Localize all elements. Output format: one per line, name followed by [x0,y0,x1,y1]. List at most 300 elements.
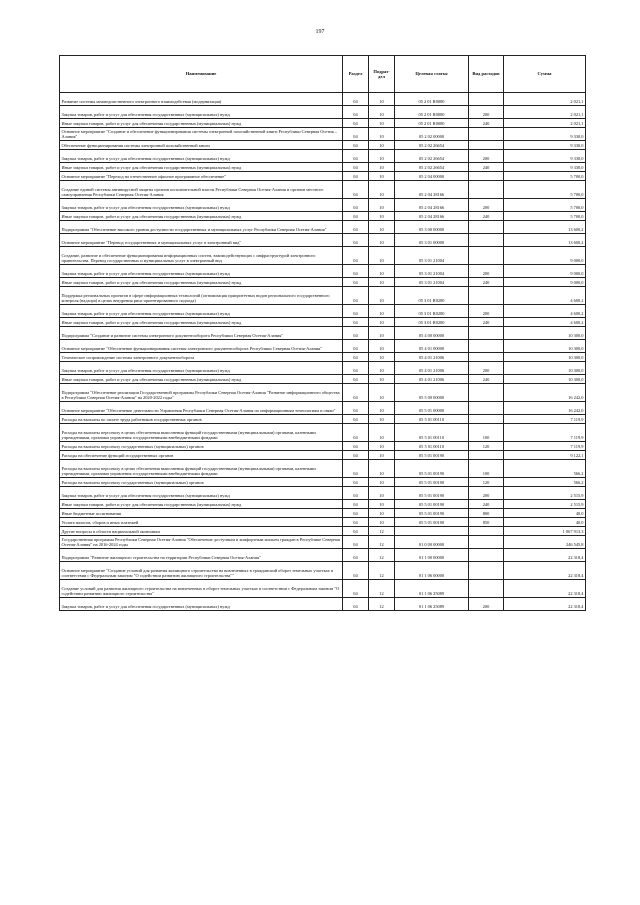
cell-section: 04 [343,562,369,580]
table-row [60,598,586,611]
cell-amount: 22 318,4 [504,580,586,598]
cell-name: Развитие системы межведомственного электронного взаимодействия (модернизация) [60,93,343,106]
cell-target: 01 1 06 00000 [395,562,469,580]
cell-name: Основное мероприятие "Обеспечение функционирования системы электронного документооборота Республики Северная Осетия-Алания" [60,340,343,353]
table-row [60,580,586,598]
cell-subsection: 10 [369,487,395,500]
cell-section: 04 [343,181,369,199]
cell-target: 05 2 01 R0080 [395,119,469,128]
cell-expense-type: 800 [469,509,504,518]
cell-expense-type [469,536,504,549]
table-row [60,278,586,287]
cell-subsection: 10 [369,518,395,527]
cell-amount: 9 000,0 [504,265,586,278]
table-row [60,353,586,362]
cell-subsection: 10 [369,181,395,199]
cell-section: 04 [343,106,369,119]
cell-amount: 7 119,9 [504,415,586,424]
cell-subsection: 10 [369,318,395,327]
cell-amount: 9 330,0 [504,128,586,141]
table-row [60,549,586,562]
cell-name: Закупка товаров, работ и услуг для обеспечения государственных (муниципальных) нужд [60,150,343,163]
cell-section: 04 [343,402,369,415]
cell-name: Иные закупки товаров, работ и услуг для обеспечения государственных (муниципальных) нужд [60,500,343,509]
header-subsection: Подраз-дел [369,56,395,93]
cell-target: 05 4 01 21006 [395,353,469,362]
cell-expense-type [469,327,504,340]
cell-section: 04 [343,451,369,460]
cell-target: 05 3 01 R0280 [395,287,469,305]
cell-target: 01 1 06 25089 [395,580,469,598]
cell-target: 05 2 04 00000 [395,172,469,181]
cell-section: 04 [343,384,369,402]
cell-name: Основное мероприятие "Создание и обеспечение функционирования системы электронной похозяйственной книги Республики Северная Осетия – Алания" [60,128,343,141]
cell-target: 05 5 01 00110 [395,424,469,442]
cell-expense-type: 120 [469,478,504,487]
cell-section: 04 [343,362,369,375]
cell-amount: 246 545,8 [504,536,586,549]
cell-amount: 566,2 [504,460,586,478]
cell-expense-type: 240 [469,500,504,509]
cell-expense-type [469,247,504,265]
cell-subsection: 10 [369,106,395,119]
cell-target: 05 2 04 28166 [395,212,469,221]
cell-target: 05 4 00 00000 [395,327,469,340]
cell-subsection: 10 [369,119,395,128]
cell-target: 05 3 01 R0280 [395,305,469,318]
table-row [60,199,586,212]
cell-target: 05 2 02 00000 [395,128,469,141]
cell-name: Подпрограмма "Развитие жилищного строительства на территории Республики Северная Осетия-Алания" [60,549,343,562]
cell-target: 05 5 01 00190 [395,451,469,460]
cell-subsection: 10 [369,128,395,141]
cell-amount: 5 700,0 [504,172,586,181]
table-row [60,442,586,451]
table-row [60,509,586,518]
cell-expense-type: 200 [469,150,504,163]
cell-name: Закупка товаров, работ и услуг для обеспечения государственных (муниципальных) нужд [60,199,343,212]
cell-subsection: 10 [369,509,395,518]
cell-target: 05 2 01 R0080 [395,93,469,106]
cell-expense-type: 200 [469,305,504,318]
cell-name: Закупка товаров, работ и услуг для обеспечения государственных (муниципальных) нужд [60,305,343,318]
cell-name: Иные закупки товаров, работ и услуг для обеспечения государственных (муниципальных) нужд [60,119,343,128]
table-row [60,119,586,128]
cell-section: 04 [343,278,369,287]
table-row [60,106,586,119]
cell-amount: 566,2 [504,478,586,487]
cell-amount: 2 515,9 [504,487,586,500]
cell-amount: 22 318,4 [504,598,586,611]
header-section: Раздел [343,56,369,93]
cell-subsection: 10 [369,247,395,265]
cell-section: 04 [343,536,369,549]
cell-subsection: 10 [369,327,395,340]
cell-subsection: 10 [369,221,395,234]
table-row [60,362,586,375]
cell-amount: 13 600,2 [504,234,586,247]
cell-target: 05 3 01 21004 [395,278,469,287]
table-row [60,305,586,318]
cell-subsection: 10 [369,172,395,181]
cell-section: 04 [343,150,369,163]
cell-target: 05 5 01 00110 [395,442,469,451]
cell-target: 05 5 01 00190 [395,509,469,518]
page-number: 197 [315,29,325,35]
cell-expense-type [469,580,504,598]
cell-amount: 4 600,2 [504,305,586,318]
table-row [60,247,586,265]
cell-section: 04 [343,93,369,106]
table-row [60,287,586,305]
cell-amount: 10 300,0 [504,375,586,384]
table-row [60,340,586,353]
cell-name: Расходы на выплаты персоналу государственных (муниципальных) органов [60,442,343,451]
cell-subsection: 12 [369,536,395,549]
header-target: Целевая статья [395,56,469,93]
cell-section: 04 [343,119,369,128]
cell-subsection: 10 [369,442,395,451]
cell-expense-type [469,549,504,562]
cell-name: Обеспечение функционирования системы электронной похозяйственной книги [60,141,343,150]
table-row [60,415,586,424]
cell-target: 05 3 00 00000 [395,221,469,234]
cell-subsection: 10 [369,141,395,150]
cell-name: Иные закупки товаров, работ и услуг для обеспечения государственных (муниципальных) нужд [60,212,343,221]
cell-section: 04 [343,353,369,362]
cell-section: 04 [343,509,369,518]
cell-name: Другие вопросы в области национальной экономики [60,527,343,536]
cell-amount: 9 000,0 [504,278,586,287]
cell-subsection: 10 [369,384,395,402]
cell-name: Подпрограмма "Создание и развитие системы электронного документооборота Республики Северная Осетия-Алания" [60,327,343,340]
cell-name: Создание условий для развития жилищного строительства на вовлеченных в оборот земельных участках в соответствии с Федеральным законом "О содействии развитию жилищного строительства" [60,580,343,598]
cell-amount: 16 242,0 [504,384,586,402]
cell-target: 01 0 00 00000 [395,536,469,549]
cell-section: 04 [343,598,369,611]
cell-subsection: 10 [369,265,395,278]
cell-expense-type [469,340,504,353]
cell-subsection: 10 [369,278,395,287]
cell-section: 04 [343,580,369,598]
cell-name: Подпрограмма "Обеспечение высокого уровня доступности государственных и муниципальных услуг Республики Северная Осетия-Алания" [60,221,343,234]
cell-amount: 40,0 [504,509,586,518]
cell-expense-type [469,234,504,247]
cell-expense-type [469,384,504,402]
cell-section: 04 [343,327,369,340]
cell-subsection: 10 [369,402,395,415]
header-amount: Сумма [504,56,586,93]
cell-target: 01 1 00 00000 [395,549,469,562]
cell-target: 05 3 01 00000 [395,234,469,247]
cell-amount: 2 021,1 [504,119,586,128]
cell-subsection: 10 [369,287,395,305]
table-row [60,93,586,106]
cell-expense-type [469,128,504,141]
cell-name: Основное мероприятие "Создание условий для развития жилищного строительства на вовлеченных в гражданский оборот земельных участках в соответствии с Федеральным законом "О содействии развитию жилищного строительства"" [60,562,343,580]
cell-subsection: 10 [369,353,395,362]
table-row [60,527,586,536]
cell-subsection: 10 [369,451,395,460]
cell-subsection: 10 [369,500,395,509]
cell-expense-type: 240 [469,163,504,172]
cell-name: Основное мероприятие "Обеспечение деятельности Управления Республики Северная Осетия-Алания по информационным технологиям и связи" [60,402,343,415]
cell-subsection: 10 [369,362,395,375]
cell-target: 05 4 01 21006 [395,375,469,384]
cell-name: Техническое сопровождение системы электронного документооборота [60,353,343,362]
table-row [60,536,586,549]
cell-name: Государственная программа Республики Северная Осетия-Алания "Обеспечение доступным и комфортным жильем граждан в Республике Северная Осетия-Алания" на 2016-2024 годы [60,536,343,549]
cell-amount: 9 000,0 [504,247,586,265]
cell-target: 05 5 01 00190 [395,460,469,478]
cell-subsection: 10 [369,305,395,318]
table-row [60,487,586,500]
cell-subsection: 10 [369,93,395,106]
cell-expense-type: 200 [469,265,504,278]
cell-expense-type: 120 [469,442,504,451]
cell-target: 05 5 01 00190 [395,478,469,487]
cell-name: Иные закупки товаров, работ и услуг для обеспечения государственных (муниципальных) нужд [60,375,343,384]
cell-section: 04 [343,375,369,384]
cell-name: Поддержка региональных проектов в сфере информационных технологий (оптимизация приоритетных видов регионального государственного контроля (надзора) в целях внедрения риск-ориентированного подхода) [60,287,343,305]
cell-expense-type: 240 [469,119,504,128]
cell-section: 04 [343,487,369,500]
cell-section: 04 [343,247,369,265]
table-row [60,265,586,278]
cell-expense-type [469,221,504,234]
cell-section: 04 [343,305,369,318]
cell-target: 05 5 01 00190 [395,487,469,500]
cell-target: 05 3 01 R0280 [395,318,469,327]
cell-expense-type [469,181,504,199]
table-row [60,141,586,150]
cell-subsection: 12 [369,527,395,536]
cell-name: Основное мероприятие "Переход на отечественное офисное программное обеспечение" [60,172,343,181]
cell-section: 04 [343,287,369,305]
table-row [60,212,586,221]
cell-name: Расходы на выплаты по оплате труда работников государственных органов [60,415,343,424]
cell-expense-type: 200 [469,106,504,119]
table-row [60,384,586,402]
cell-amount: 10 300,0 [504,327,586,340]
cell-expense-type: 200 [469,598,504,611]
cell-section: 04 [343,500,369,509]
table-row [60,234,586,247]
cell-expense-type [469,527,504,536]
cell-subsection: 10 [369,424,395,442]
cell-name: Иные закупки товаров, работ и услуг для обеспечения государственных (муниципальных) нужд [60,318,343,327]
cell-name: Расходы на выплаты персоналу в целях обеспечения выполнения функций государственными (муниципальными) органами, казенными учреждениями, органами управления государственными внебюджетными фондами [60,424,343,442]
cell-name: Уплата налогов, сборов и иных платежей [60,518,343,527]
cell-amount: 1 067 913,3 [504,527,586,536]
cell-amount: 10 300,0 [504,353,586,362]
cell-expense-type [469,172,504,181]
cell-amount: 7 119,9 [504,424,586,442]
cell-section: 04 [343,518,369,527]
cell-target: 05 5 01 00110 [395,415,469,424]
cell-section: 04 [343,460,369,478]
cell-amount: 9 330,0 [504,141,586,150]
cell-name: Закупка товаров, работ и услуг для обеспечения государственных (муниципальных) нужд [60,106,343,119]
cell-amount: 22 318,4 [504,549,586,562]
cell-expense-type: 200 [469,487,504,500]
table-row [60,172,586,181]
cell-section: 04 [343,128,369,141]
cell-name: Закупка товаров, работ и услуг для обеспечения государственных (муниципальных) нужд [60,362,343,375]
cell-expense-type [469,141,504,150]
cell-name: Иные закупки товаров, работ и услуг для обеспечения государственных (муниципальных) нужд [60,278,343,287]
cell-amount: 2 515,9 [504,500,586,509]
budget-table [59,55,586,611]
cell-name: Расходы на выплаты персоналу в целях обеспечения выполнения функций государственными (муниципальными) органами, казенными учреждениями, органами управления государственными внебюджетными фондами [60,460,343,478]
table-row [60,478,586,487]
cell-subsection: 10 [369,340,395,353]
cell-target: 05 5 01 00190 [395,518,469,527]
cell-target: 05 5 01 00000 [395,402,469,415]
cell-name: Создание единой системы антивирусной защиты органов исполнительной власти Республики Северная Осетия-Алания и органов местного самоуправления Республики Северная Осетия-Алания [60,181,343,199]
cell-section: 04 [343,212,369,221]
cell-target: 05 3 01 21004 [395,247,469,265]
cell-section: 04 [343,549,369,562]
cell-name: Подпрограмма "Обеспечение реализации Государственной программы Республики Северная Осетия-Алания "Развитие информационного общества в Республике Северная Осетия-Алания" на 2020-2022 годы" [60,384,343,402]
cell-expense-type [469,562,504,580]
cell-target: 05 4 01 00000 [395,340,469,353]
cell-amount: 7 119,9 [504,442,586,451]
cell-subsection: 10 [369,199,395,212]
cell-name: Расходы на выплаты персоналу государственных (муниципальных) органов [60,478,343,487]
cell-target: 05 2 02 26654 [395,150,469,163]
cell-subsection: 12 [369,549,395,562]
cell-subsection: 12 [369,580,395,598]
cell-name: Иные бюджетные ассигнования [60,509,343,518]
cell-section: 04 [343,141,369,150]
cell-target: 05 5 00 00000 [395,384,469,402]
cell-expense-type: 100 [469,460,504,478]
table-row [60,460,586,478]
cell-amount: 2 021,1 [504,93,586,106]
cell-target: 05 2 02 26654 [395,163,469,172]
cell-subsection: 10 [369,375,395,384]
cell-name: Создание, развитие и обеспечение функционирования информационных систем, взаимодействующих с инфраструктурой электронного правительства. Перевод государственных и муниципальных услуг в электронный вид [60,247,343,265]
cell-expense-type [469,402,504,415]
cell-amount: 16 242,0 [504,402,586,415]
cell-expense-type: 100 [469,424,504,442]
header-expense-type: Вид расходов [469,56,504,93]
table-row [60,221,586,234]
cell-subsection: 10 [369,212,395,221]
cell-expense-type: 240 [469,318,504,327]
cell-subsection: 10 [369,150,395,163]
table-row [60,518,586,527]
cell-section: 04 [343,318,369,327]
table-header-row [60,56,586,93]
cell-amount: 4 600,2 [504,287,586,305]
cell-amount: 5 700,0 [504,181,586,199]
cell-subsection: 10 [369,460,395,478]
table-row [60,181,586,199]
cell-target: 05 2 04 28166 [395,181,469,199]
cell-expense-type [469,93,504,106]
cell-name: Основное мероприятие "Перевод государственных и муниципальных услуг в электронный вид" [60,234,343,247]
table-row [60,424,586,442]
table-row [60,562,586,580]
cell-section: 04 [343,527,369,536]
cell-amount: 9 330,0 [504,150,586,163]
cell-amount: 22 318,4 [504,562,586,580]
cell-section: 04 [343,415,369,424]
cell-amount: 5 700,0 [504,199,586,212]
cell-target: 05 2 01 R0080 [395,106,469,119]
cell-expense-type: 200 [469,199,504,212]
cell-amount: 9 122,1 [504,451,586,460]
table-row [60,163,586,172]
cell-section: 04 [343,424,369,442]
cell-expense-type: 240 [469,375,504,384]
cell-target: 05 4 01 21006 [395,362,469,375]
cell-expense-type: 200 [469,362,504,375]
cell-name: Иные закупки товаров, работ и услуг для обеспечения государственных (муниципальных) нужд [60,163,343,172]
table-row [60,375,586,384]
cell-amount: 10 300,0 [504,362,586,375]
table-row [60,451,586,460]
cell-target: 05 5 01 00190 [395,500,469,509]
cell-target: 05 2 04 28166 [395,199,469,212]
table-row [60,318,586,327]
cell-section: 04 [343,478,369,487]
cell-name: Расходы на обеспечение функций государственных органов [60,451,343,460]
cell-section: 04 [343,234,369,247]
cell-name: Закупка товаров, работ и услуг для обеспечения государственных (муниципальных) нужд [60,598,343,611]
cell-subsection: 10 [369,478,395,487]
cell-target: 01 1 06 25089 [395,598,469,611]
table-row [60,128,586,141]
cell-amount: 9 330,0 [504,163,586,172]
cell-amount: 40,0 [504,518,586,527]
cell-section: 04 [343,221,369,234]
cell-section: 04 [343,442,369,451]
cell-expense-type: 850 [469,518,504,527]
cell-target [395,527,469,536]
cell-section: 04 [343,163,369,172]
cell-target: 05 2 02 26654 [395,141,469,150]
table-row [60,150,586,163]
cell-section: 04 [343,172,369,181]
cell-subsection: 10 [369,415,395,424]
cell-subsection: 12 [369,598,395,611]
cell-name: Закупка товаров, работ и услуг для обеспечения государственных (муниципальных) нужд [60,487,343,500]
cell-section: 04 [343,199,369,212]
cell-expense-type [469,287,504,305]
table-body [60,93,586,611]
cell-amount: 4 600,2 [504,318,586,327]
cell-name: Закупка товаров, работ и услуг для обеспечения государственных (муниципальных) нужд [60,265,343,278]
cell-expense-type [469,415,504,424]
cell-amount: 13 600,2 [504,221,586,234]
cell-amount: 2 021,1 [504,106,586,119]
cell-subsection: 10 [369,163,395,172]
cell-amount: 5 700,0 [504,212,586,221]
cell-amount: 10 300,0 [504,340,586,353]
table-row [60,402,586,415]
cell-section: 04 [343,265,369,278]
cell-expense-type: 240 [469,212,504,221]
cell-target: 05 3 01 21004 [395,265,469,278]
cell-expense-type [469,353,504,362]
cell-expense-type: 240 [469,278,504,287]
cell-expense-type [469,451,504,460]
cell-subsection: 10 [369,234,395,247]
cell-subsection: 12 [369,562,395,580]
